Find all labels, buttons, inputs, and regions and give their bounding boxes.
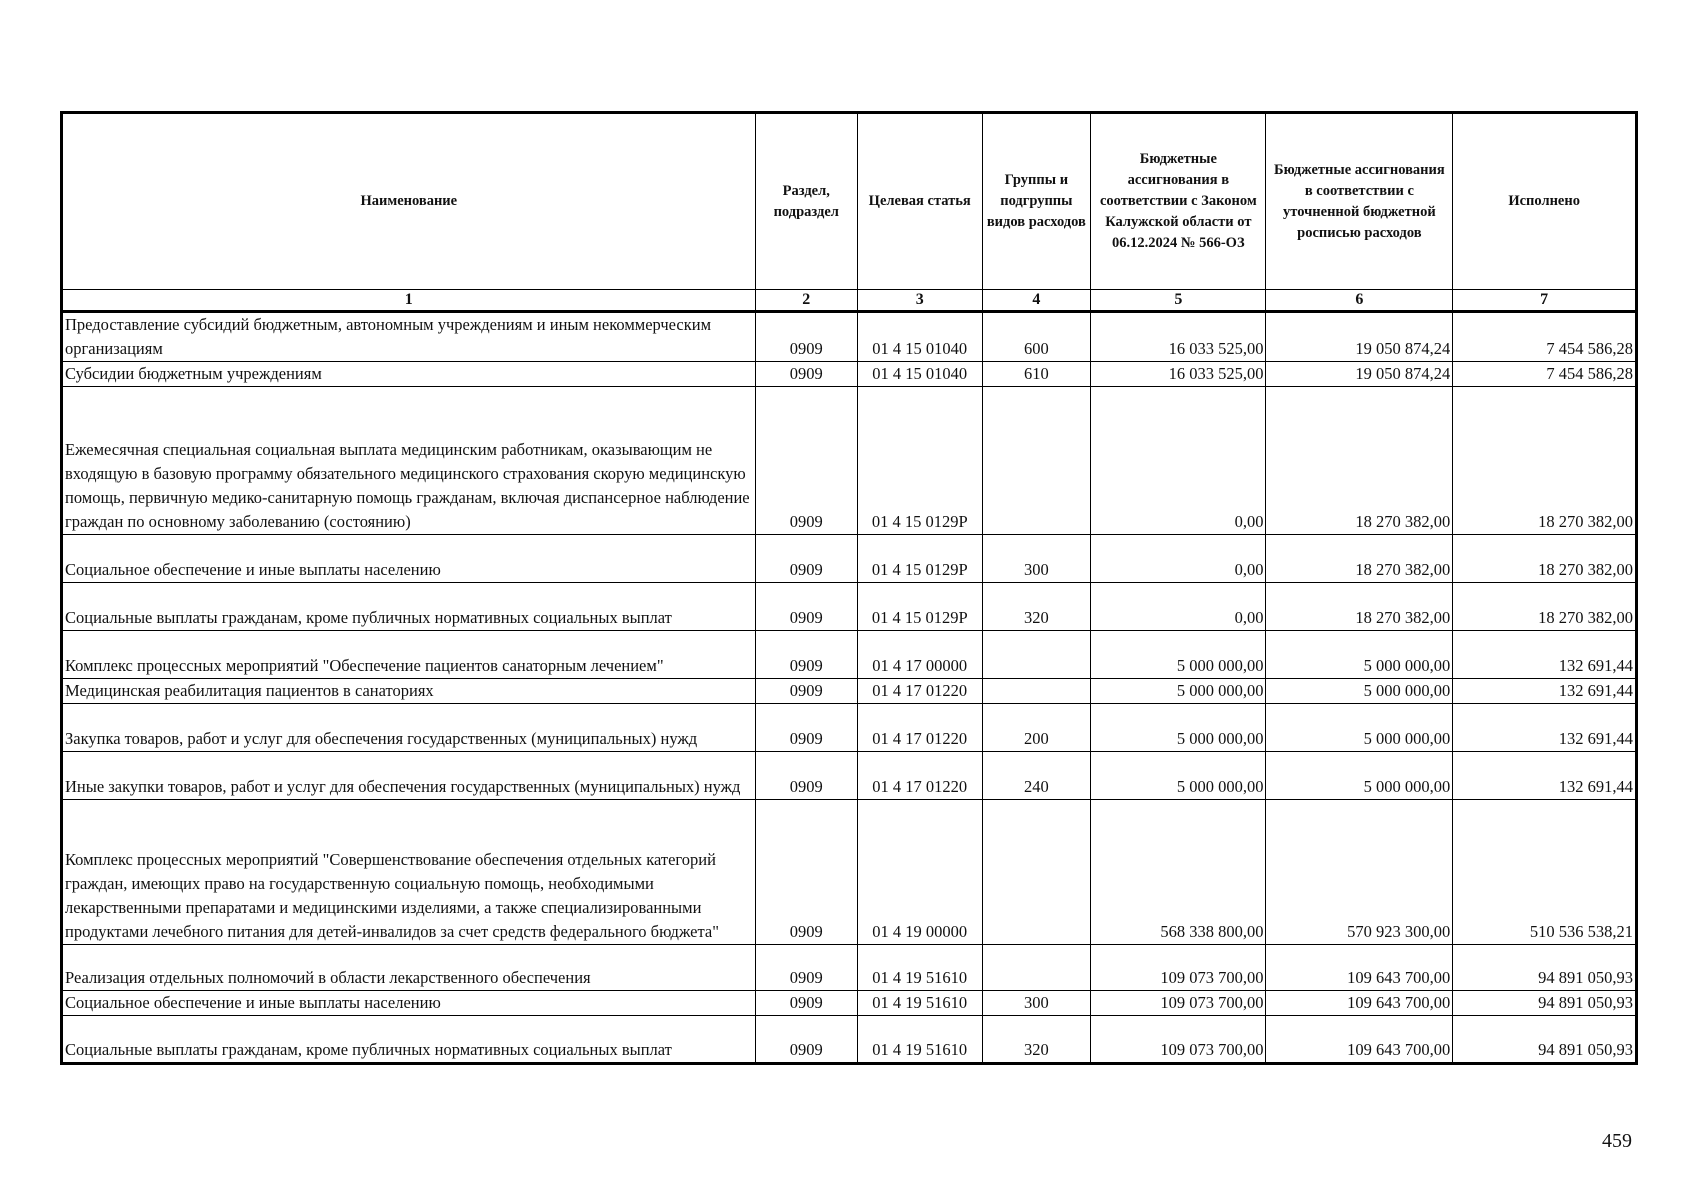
- row-section: 0909: [755, 704, 857, 752]
- row-name: Реализация отдельных полномочий в области лекарственного обеспечения: [62, 945, 756, 991]
- header-executed: Исполнено: [1453, 113, 1637, 290]
- table-row: [62, 800, 1637, 945]
- row-name: Закупка товаров, работ и услуг для обеспечения государственных (муниципальных) нужд: [62, 704, 756, 752]
- row-section: 0909: [755, 679, 857, 704]
- row-section: 0909: [755, 535, 857, 583]
- row-law-allocation: 568 338 800,00: [1091, 800, 1266, 945]
- row-section: 0909: [755, 1016, 857, 1064]
- header-article: Целевая статья: [857, 113, 982, 290]
- row-section: 0909: [755, 583, 857, 631]
- header-row: [62, 113, 1637, 290]
- row-article: 01 4 15 01040: [857, 362, 982, 387]
- row-section: 0909: [755, 991, 857, 1016]
- row-executed: 94 891 050,93: [1453, 945, 1637, 991]
- row-executed: 132 691,44: [1453, 679, 1637, 704]
- column-number: 2: [755, 290, 857, 312]
- column-number: 7: [1453, 290, 1637, 312]
- row-law-allocation: 109 073 700,00: [1091, 945, 1266, 991]
- row-group: [982, 945, 1091, 991]
- row-law-allocation: 109 073 700,00: [1091, 1016, 1266, 1064]
- row-refined-allocation: 18 270 382,00: [1266, 387, 1453, 535]
- row-article: 01 4 19 51610: [857, 1016, 982, 1064]
- table-row: [62, 945, 1637, 991]
- budget-table: [60, 111, 1638, 1065]
- row-name: Социальное обеспечение и иные выплаты населению: [62, 991, 756, 1016]
- row-law-allocation: 0,00: [1091, 535, 1266, 583]
- table-row: [62, 312, 1637, 362]
- row-article: 01 4 15 0129Р: [857, 387, 982, 535]
- row-executed: 7 454 586,28: [1453, 312, 1637, 362]
- row-group: [982, 679, 1091, 704]
- row-article: 01 4 19 00000: [857, 800, 982, 945]
- row-executed: 18 270 382,00: [1453, 535, 1637, 583]
- header-name: Наименование: [62, 113, 756, 290]
- row-article: 01 4 15 0129Р: [857, 583, 982, 631]
- table-row: [62, 704, 1637, 752]
- table-row: [62, 1016, 1637, 1064]
- row-law-allocation: 0,00: [1091, 387, 1266, 535]
- row-name: Предоставление субсидий бюджетным, автономным учреждениям и иным некоммерческим организациям: [62, 312, 756, 362]
- row-refined-allocation: 570 923 300,00: [1266, 800, 1453, 945]
- row-law-allocation: 16 033 525,00: [1091, 312, 1266, 362]
- table-row: [62, 631, 1637, 679]
- row-article: 01 4 17 00000: [857, 631, 982, 679]
- row-executed: 132 691,44: [1453, 631, 1637, 679]
- row-article: 01 4 17 01220: [857, 704, 982, 752]
- header-law-allocation: Бюджетные ассигнования в соответствии с Законом Калужской области от 06.12.2024 № 566-ОЗ: [1091, 113, 1266, 290]
- row-law-allocation: 5 000 000,00: [1091, 679, 1266, 704]
- row-group: 320: [982, 1016, 1091, 1064]
- row-group: [982, 631, 1091, 679]
- row-group: 240: [982, 752, 1091, 800]
- row-refined-allocation: 109 643 700,00: [1266, 1016, 1453, 1064]
- column-number: 3: [857, 290, 982, 312]
- row-article: 01 4 19 51610: [857, 945, 982, 991]
- table-row: [62, 752, 1637, 800]
- row-name: Медицинская реабилитация пациентов в санаториях: [62, 679, 756, 704]
- row-article: 01 4 17 01220: [857, 752, 982, 800]
- table-row: [62, 387, 1637, 535]
- table-row: [62, 362, 1637, 387]
- row-section: 0909: [755, 752, 857, 800]
- row-article: 01 4 15 01040: [857, 312, 982, 362]
- row-article: 01 4 19 51610: [857, 991, 982, 1016]
- row-executed: 510 536 538,21: [1453, 800, 1637, 945]
- row-name: Субсидии бюджетным учреждениям: [62, 362, 756, 387]
- table-row: [62, 583, 1637, 631]
- row-group: [982, 800, 1091, 945]
- row-executed: 94 891 050,93: [1453, 1016, 1637, 1064]
- row-group: 300: [982, 535, 1091, 583]
- row-law-allocation: 5 000 000,00: [1091, 704, 1266, 752]
- row-refined-allocation: 19 050 874,24: [1266, 312, 1453, 362]
- row-refined-allocation: 5 000 000,00: [1266, 752, 1453, 800]
- row-name: Комплекс процессных мероприятий "Совершенствование обеспечения отдельных категорий граждан, имеющих право на государственную социальную помощь, необходимыми лекарственными препаратами и медицинскими изделиями, а также специализированными продуктами лечебного питания для детей-инвалидов за счет средств федерального бюджета": [62, 800, 756, 945]
- row-name: Социальные выплаты гражданам, кроме публичных нормативных социальных выплат: [62, 583, 756, 631]
- row-law-allocation: 5 000 000,00: [1091, 631, 1266, 679]
- row-refined-allocation: 109 643 700,00: [1266, 991, 1453, 1016]
- row-law-allocation: 0,00: [1091, 583, 1266, 631]
- row-group: 320: [982, 583, 1091, 631]
- row-refined-allocation: 18 270 382,00: [1266, 583, 1453, 631]
- row-refined-allocation: 5 000 000,00: [1266, 631, 1453, 679]
- row-refined-allocation: 18 270 382,00: [1266, 535, 1453, 583]
- table-row: [62, 679, 1637, 704]
- row-executed: 7 454 586,28: [1453, 362, 1637, 387]
- row-group: [982, 387, 1091, 535]
- row-section: 0909: [755, 312, 857, 362]
- row-section: 0909: [755, 945, 857, 991]
- row-refined-allocation: 109 643 700,00: [1266, 945, 1453, 991]
- row-executed: 18 270 382,00: [1453, 387, 1637, 535]
- column-number: 5: [1091, 290, 1266, 312]
- page-number: 459: [1602, 1130, 1632, 1152]
- row-name: Комплекс процессных мероприятий "Обеспечение пациентов санаторным лечением": [62, 631, 756, 679]
- row-refined-allocation: 5 000 000,00: [1266, 679, 1453, 704]
- column-number-row: [62, 290, 1637, 312]
- row-article: 01 4 17 01220: [857, 679, 982, 704]
- row-group: 200: [982, 704, 1091, 752]
- row-refined-allocation: 19 050 874,24: [1266, 362, 1453, 387]
- row-name: Социальное обеспечение и иные выплаты населению: [62, 535, 756, 583]
- column-number: 1: [62, 290, 756, 312]
- header-refined-allocation: Бюджетные ассигнования в соответствии с уточненной бюджетной росписью расходов: [1266, 113, 1453, 290]
- row-law-allocation: 5 000 000,00: [1091, 752, 1266, 800]
- row-refined-allocation: 5 000 000,00: [1266, 704, 1453, 752]
- table-row: [62, 991, 1637, 1016]
- row-law-allocation: 16 033 525,00: [1091, 362, 1266, 387]
- row-name: Социальные выплаты гражданам, кроме публичных нормативных социальных выплат: [62, 1016, 756, 1064]
- row-group: 600: [982, 312, 1091, 362]
- row-section: 0909: [755, 800, 857, 945]
- row-section: 0909: [755, 387, 857, 535]
- table-row: [62, 535, 1637, 583]
- row-section: 0909: [755, 631, 857, 679]
- row-article: 01 4 15 0129Р: [857, 535, 982, 583]
- row-group: 300: [982, 991, 1091, 1016]
- row-executed: 132 691,44: [1453, 752, 1637, 800]
- row-group: 610: [982, 362, 1091, 387]
- row-name: Ежемесячная специальная социальная выплата медицинским работникам, оказывающим не входящую в базовую программу обязательного медицинского страхования скорую медицинскую помощь, первичную медико-санитарную помощь гражданам, включая диспансерное наблюдение граждан по основному заболеванию (состоянию): [62, 387, 756, 535]
- row-section: 0909: [755, 362, 857, 387]
- row-executed: 94 891 050,93: [1453, 991, 1637, 1016]
- row-executed: 132 691,44: [1453, 704, 1637, 752]
- row-name: Иные закупки товаров, работ и услуг для обеспечения государственных (муниципальных) нужд: [62, 752, 756, 800]
- column-number: 6: [1266, 290, 1453, 312]
- column-number: 4: [982, 290, 1091, 312]
- header-group: Группы и подгруппы видов расходов: [982, 113, 1091, 290]
- row-executed: 18 270 382,00: [1453, 583, 1637, 631]
- header-section: Раздел, подраздел: [755, 113, 857, 290]
- row-law-allocation: 109 073 700,00: [1091, 991, 1266, 1016]
